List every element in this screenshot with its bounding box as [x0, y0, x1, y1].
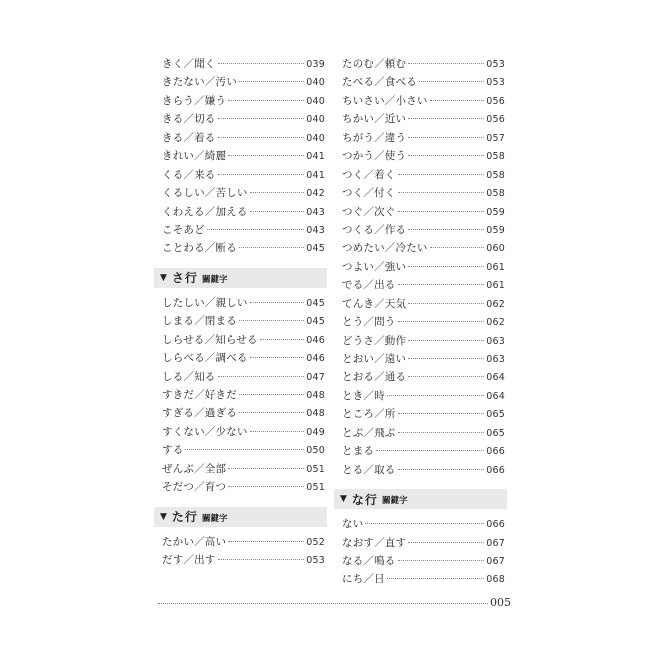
leader-dots: [408, 137, 484, 138]
entry-term: すくない／少ない: [162, 425, 248, 438]
entry-page: 063: [486, 354, 505, 365]
entry-term: くるしい／苦しい: [162, 187, 248, 200]
entry-page: 056: [486, 95, 505, 107]
leader-dots: [408, 303, 484, 304]
leader-dots: [260, 339, 305, 340]
entry-page: 053: [486, 59, 505, 70]
entry-page: 061: [486, 261, 505, 273]
entry-page: 041: [306, 151, 325, 163]
index-entry: [162, 147, 325, 165]
entry-page: 040: [306, 95, 325, 107]
index-entry: [342, 276, 505, 294]
entry-page: 052: [306, 536, 325, 548]
entry-term: すきだ／好きだ: [162, 389, 237, 401]
entry-term: とき／時: [342, 389, 385, 402]
left-group-2: [162, 294, 325, 497]
entry-term: つく／付く: [342, 187, 396, 200]
leader-dots: [250, 192, 305, 193]
entry-term: つめたい／冷たい: [342, 242, 428, 255]
leader-dots: [376, 450, 484, 451]
index-entry: [342, 166, 505, 184]
leader-dots: [228, 541, 304, 542]
entry-page: 041: [306, 169, 325, 181]
index-entry: [342, 552, 505, 570]
leader-dots: [398, 174, 485, 175]
entry-term: たべる／食べる: [342, 76, 417, 89]
leader-dots: [398, 284, 485, 285]
left-column: [162, 55, 325, 570]
leader-dots: [398, 469, 485, 470]
leader-dots: [228, 155, 304, 156]
entry-term: こそあど: [162, 223, 205, 236]
section-subtitle: 關鍵字: [201, 274, 228, 285]
leader-dots: [408, 376, 484, 377]
triangle-down-icon: ▼: [160, 272, 167, 283]
leader-dots: [398, 321, 485, 322]
entry-term: しる／知る: [162, 370, 216, 383]
entry-page: 065: [486, 409, 505, 421]
entry-term: ない: [342, 518, 364, 531]
leader-dots: [398, 211, 485, 212]
entry-page: 065: [486, 427, 505, 439]
entry-term: とおる／通る: [342, 371, 407, 384]
entry-page: 045: [306, 316, 325, 328]
entry-page: 064: [486, 372, 505, 384]
entry-page: 056: [486, 114, 505, 126]
index-entry: [162, 312, 325, 330]
leader-dots: [218, 63, 305, 64]
entry-page: 066: [486, 464, 505, 476]
index-entry: [162, 386, 325, 404]
entry-term: くわえる／加える: [162, 205, 248, 218]
index-entry: [162, 110, 325, 128]
entry-page: 061: [486, 280, 505, 292]
leader-dots: [408, 358, 484, 359]
entry-page: 066: [486, 446, 505, 458]
entry-term: つく／着く: [342, 168, 396, 181]
section-subtitle: 關鍵字: [381, 496, 408, 507]
entry-page: 051: [306, 463, 325, 475]
entry-page: 048: [306, 408, 325, 420]
leader-dots: [218, 376, 305, 377]
entry-page: 042: [306, 188, 325, 200]
leader-dots: [250, 302, 305, 303]
entry-page: 062: [486, 298, 505, 310]
leader-dots: [228, 468, 304, 469]
entry-term: しらせる／知らせる: [162, 333, 258, 346]
index-entry: [342, 110, 505, 128]
index-entry: [342, 73, 505, 91]
index-entry: [162, 73, 325, 91]
index-entry: [342, 184, 505, 202]
section-header-ta: [154, 507, 327, 527]
entry-term: ところ／所: [342, 408, 396, 421]
index-entry: [342, 368, 505, 386]
entry-term: ことわる／断る: [162, 242, 237, 255]
entry-page: 057: [486, 132, 505, 144]
leader-dots: [387, 578, 484, 579]
right-group-2: [342, 515, 505, 589]
leader-dots: [408, 155, 484, 156]
index-entry: [342, 92, 505, 110]
entry-term: そだつ／育つ: [162, 481, 227, 494]
entry-term: すぎる／過ぎる: [162, 407, 237, 420]
entry-page: 043: [306, 206, 325, 218]
entry-term: ちかい／近い: [342, 113, 407, 126]
index-entry: [162, 221, 325, 239]
leader-dots: [408, 229, 484, 230]
entry-page: 047: [306, 371, 325, 383]
entry-term: とる／取る: [342, 463, 396, 476]
index-entry: [162, 203, 325, 221]
leader-dots: [185, 449, 304, 450]
index-entry: [162, 239, 325, 257]
leader-dots: [250, 357, 305, 358]
leader-dots: [239, 412, 304, 413]
leader-dots: [398, 413, 485, 414]
leader-dots: [408, 118, 484, 119]
entry-term: くる／来る: [162, 168, 216, 181]
index-entry: [342, 515, 505, 533]
index-entry: [342, 405, 505, 423]
entry-term: きらう／嫌う: [162, 94, 227, 107]
entry-term: なる／鳴る: [342, 554, 396, 567]
entry-page: 049: [306, 426, 325, 438]
leader-dots: [207, 229, 304, 230]
leader-dots: [228, 100, 304, 101]
index-entry: [162, 166, 325, 184]
leader-dots: [398, 560, 485, 561]
leader-dots: [239, 320, 304, 321]
leader-dots: [387, 395, 484, 396]
entry-page: 060: [486, 243, 505, 255]
entry-page: 059: [486, 206, 505, 218]
entry-page: 040: [306, 77, 325, 89]
index-entry: [162, 478, 325, 496]
entry-page: 062: [486, 317, 505, 329]
triangle-down-icon: ▼: [340, 494, 347, 505]
index-entry: [162, 368, 325, 386]
entry-term: とまる: [342, 445, 375, 458]
leader-dots: [365, 523, 484, 524]
leader-dots: [218, 137, 305, 138]
entry-page: 063: [486, 335, 505, 347]
entry-term: だす／出す: [162, 554, 216, 567]
entry-term: する: [162, 444, 184, 457]
entry-term: ぜんぶ／全部: [162, 462, 227, 475]
entry-term: きれい／綺麗: [162, 150, 227, 163]
index-entry: [162, 294, 325, 312]
leader-dots: [419, 81, 484, 82]
entry-page: 039: [306, 59, 325, 70]
leader-dots: [408, 542, 484, 543]
index-entry: [162, 349, 325, 367]
leader-dots: [239, 81, 304, 82]
right-group-1: [342, 55, 505, 479]
entry-page: 050: [306, 445, 325, 457]
index-entry: [162, 331, 325, 349]
entry-term: きる／着る: [162, 131, 216, 144]
entry-term: にち／日: [342, 573, 385, 586]
leader-dots: [430, 100, 485, 101]
entry-term: とう／問う: [342, 316, 396, 329]
entry-page: 066: [486, 519, 505, 531]
entry-page: 046: [306, 334, 325, 346]
entry-term: つくる／作る: [342, 223, 407, 236]
index-entry: [162, 55, 325, 73]
entry-term: しらべる／調べる: [162, 352, 248, 365]
entry-term: たのむ／頼む: [342, 58, 407, 70]
entry-page: 045: [306, 243, 325, 255]
index-entry: [342, 534, 505, 552]
index-entry: [342, 295, 505, 313]
index-entry: [342, 332, 505, 350]
page-number: 005: [490, 596, 511, 609]
index-entry: [342, 387, 505, 405]
entry-page: 040: [306, 132, 325, 144]
leader-dots: [218, 118, 305, 119]
index-entry: [342, 570, 505, 588]
index-entry: [342, 442, 505, 460]
entry-page: 058: [486, 169, 505, 181]
index-entry: [342, 221, 505, 239]
index-entry: [342, 129, 505, 147]
leader-dots: [228, 486, 304, 487]
footer-rule: [158, 603, 488, 604]
entry-page: 051: [306, 482, 325, 494]
entry-page: 040: [306, 114, 325, 126]
leader-dots: [408, 266, 484, 267]
index-entry: [342, 55, 505, 73]
index-entry: [162, 423, 325, 441]
leader-dots: [250, 431, 305, 432]
index-entry: [162, 551, 325, 569]
leader-dots: [239, 247, 304, 248]
entry-term: したしい／親しい: [162, 296, 248, 309]
leader-dots: [430, 247, 485, 248]
index-entry: [342, 461, 505, 479]
index-entry: [162, 533, 325, 551]
entry-page: 045: [306, 297, 325, 309]
entry-term: たかい／高い: [162, 535, 227, 548]
section-title: さ行: [171, 271, 198, 286]
index-entry: [162, 460, 325, 478]
index-entry: [342, 239, 505, 257]
index-entry: [342, 313, 505, 331]
index-entry: [342, 424, 505, 442]
left-group-3: [162, 533, 325, 570]
entry-term: ちいさい／小さい: [342, 94, 428, 107]
leader-dots: [218, 174, 305, 175]
index-entry: [162, 92, 325, 110]
entry-page: 046: [306, 353, 325, 365]
entry-page: 058: [486, 188, 505, 200]
index-entry: [162, 184, 325, 202]
leader-dots: [250, 211, 305, 212]
index-entry: [342, 350, 505, 368]
entry-term: ちがう／違う: [342, 131, 407, 144]
entry-page: 059: [486, 224, 505, 236]
section-header-na: [334, 489, 507, 509]
index-entry: [162, 441, 325, 459]
entry-page: 068: [486, 574, 505, 586]
entry-page: 043: [306, 224, 325, 236]
entry-term: きる／切る: [162, 113, 216, 126]
entry-term: きく／聞く: [162, 58, 216, 70]
entry-page: 067: [486, 555, 505, 567]
entry-term: つよい／強い: [342, 260, 407, 273]
entry-page: 048: [306, 390, 325, 401]
section-header-sa: [154, 268, 327, 288]
section-title: た行: [171, 510, 198, 525]
index-entry: [342, 147, 505, 165]
leader-dots: [408, 63, 484, 64]
left-group-1: [162, 55, 325, 258]
leader-dots: [239, 394, 304, 395]
entry-term: なおす／直す: [342, 536, 407, 549]
entry-page: 064: [486, 390, 505, 402]
triangle-down-icon: ▼: [160, 511, 167, 522]
index-entry: [162, 129, 325, 147]
entry-term: つぐ／次ぐ: [342, 205, 396, 218]
index-entry: [342, 258, 505, 276]
entry-term: しまる／閉まる: [162, 315, 237, 328]
leader-dots: [398, 192, 485, 193]
right-column: [342, 55, 505, 589]
entry-term: とぶ／飛ぶ: [342, 426, 396, 439]
leader-dots: [408, 340, 484, 341]
entry-page: 053: [486, 77, 505, 89]
section-subtitle: 關鍵字: [201, 513, 228, 524]
entry-term: きたない／汚い: [162, 76, 237, 89]
leader-dots: [398, 432, 485, 433]
entry-term: てんき／天気: [342, 297, 407, 310]
entry-term: とおい／遠い: [342, 353, 407, 365]
entry-page: 067: [486, 537, 505, 549]
entry-term: でる／出る: [342, 279, 396, 292]
index-entry: [342, 203, 505, 221]
entry-term: どうさ／動作: [342, 334, 407, 347]
entry-page: 053: [306, 555, 325, 567]
leader-dots: [218, 559, 305, 560]
entry-term: つかう／使う: [342, 150, 407, 163]
index-entry: [162, 404, 325, 422]
section-title: な行: [351, 492, 378, 507]
entry-page: 058: [486, 151, 505, 163]
